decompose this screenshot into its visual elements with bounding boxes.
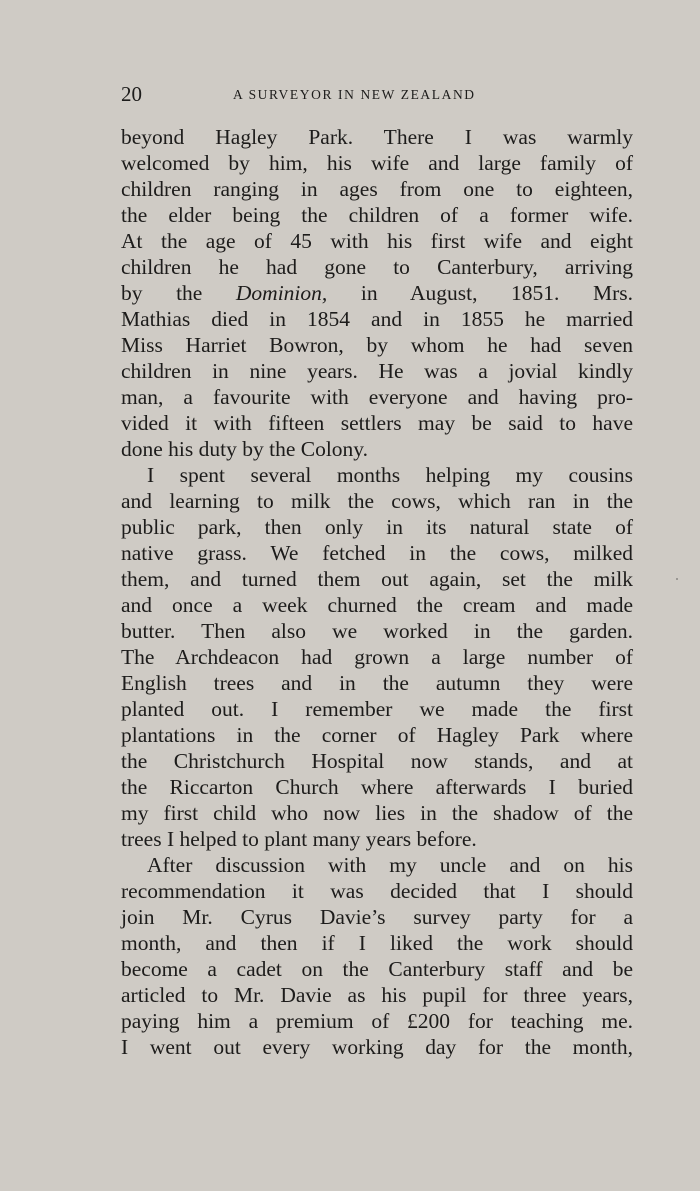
text-line: I went out every working day for the month,	[121, 1035, 633, 1059]
text-line: The Archdeacon had grown a large number of	[121, 645, 633, 669]
text-line: Mathias died in 1854 and in 1855 he married	[121, 307, 633, 331]
running-title: A SURVEYOR IN NEW ZEALAND	[233, 87, 476, 102]
text-line: native grass. We fetched in the cows, milked	[121, 541, 633, 565]
text-line: I spent several months helping my cousins	[147, 463, 633, 487]
text-line: At the age of 45 with his first wife and eight	[121, 229, 633, 253]
text-line: children ranging in ages from one to eighteen,	[121, 177, 633, 201]
text-line: and once a week churned the cream and made	[121, 593, 633, 617]
text-line: beyond Hagley Park. There I was warmly	[121, 125, 633, 149]
body-text	[121, 124, 633, 1060]
text-line: the elder being the children of a former wife.	[121, 203, 633, 227]
text-segment: by the	[121, 281, 236, 305]
text-line-with-ship-name	[121, 280, 633, 306]
running-head	[121, 82, 633, 108]
text-line: articled to Mr. Davie as his pupil for three years,	[121, 983, 633, 1007]
text-line: planted out. I remember we made the first	[121, 697, 633, 721]
text-line: vided it with fifteen settlers may be said to have	[121, 411, 633, 435]
text-segment: in August, 1851. Mrs.	[327, 281, 633, 305]
page-number: 20	[121, 82, 142, 106]
text-line: and learning to milk the cows, which ran in the	[121, 489, 633, 513]
text-line: paying him a premium of £200 for teaching me.	[121, 1009, 633, 1033]
text-line: the Riccarton Church where afterwards I buried	[121, 775, 633, 799]
text-line: butter. Then also we worked in the garden.	[121, 619, 633, 643]
text-line: children he had gone to Canterbury, arriving	[121, 255, 633, 279]
text-line: become a cadet on the Canterbury staff and be	[121, 957, 633, 981]
text-line: plantations in the corner of Hagley Park where	[121, 723, 633, 747]
text-line: trees I helped to plant many years before.	[121, 827, 477, 851]
text-line: recommendation it was decided that I should	[121, 879, 633, 903]
text-line: After discussion with my uncle and on his	[147, 853, 633, 877]
text-line: the Christchurch Hospital now stands, and at	[121, 749, 633, 773]
text-line: English trees and in the autumn they were	[121, 671, 633, 695]
text-line: Miss Harriet Bowron, by whom he had seven	[121, 333, 633, 357]
ship-name: Dominion,	[235, 281, 328, 305]
text-line: public park, then only in its natural state of	[121, 515, 633, 539]
text-line: them, and turned them out again, set the milk	[121, 567, 633, 591]
text-line: month, and then if I liked the work should	[121, 931, 633, 955]
text-line: children in nine years. He was a jovial kindly	[121, 359, 633, 383]
text-line: done his duty by the Colony.	[121, 437, 369, 461]
text-line: welcomed by him, his wife and large family of	[121, 151, 633, 175]
text-line: man, a favourite with everyone and having pro-	[121, 385, 633, 409]
text-line: my first child who now lies in the shadow of the	[121, 801, 633, 825]
text-line: join Mr. Cyrus Davie’s survey party for a	[121, 905, 633, 929]
paper-speck	[676, 578, 678, 580]
